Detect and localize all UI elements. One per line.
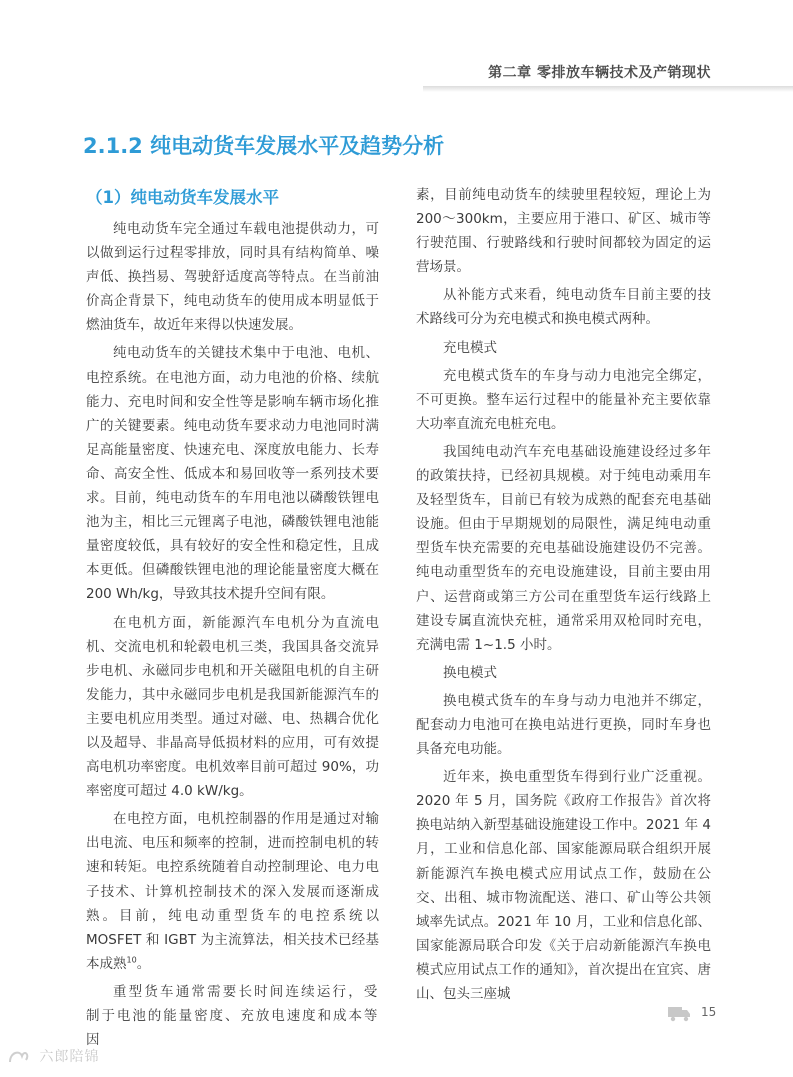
watermark (8, 1046, 99, 1066)
watermark-text: 六郎陪锦 (39, 1049, 100, 1065)
paragraph: 在电机方面，新能源汽车电机分为直流电机、交流电机和轮毂电机三类，我国具备交流异步电机、永磁同步电机和开关磁阻电机的自主研发能力，其中永磁同步电机是我国新能源汽车的主要电机应用类型。通过对磁、电、热耦合优化以及超导、非晶高导低损材料的应用，可有效提高电机功率密度。电机效率目前可超过 90%，功率密度可超过 4.0 kW/kg。 (86, 614, 379, 800)
right-column (416, 183, 711, 1006)
paragraph: 换电模式货车的车身与动力电池并不绑定，配套动力电池可在换电站进行更换，同时车身也具备充电功能。 (416, 692, 711, 758)
paragraph: 纯电动货车完全通过车载电池提供动力，可以做到运行过程零排放，同时具有结构简单、噪声低、换挡易、驾驶舒适度高等特点。在当前油价高企背景下，纯电动货车的使用成本明显低于燃油货车，故近年来得以快速发展。 (86, 221, 379, 334)
paragraph: 我国纯电动汽车充电基础设施建设经过多年的政策扶持，已经初具规模。对于纯电动乘用车及轻型货车，目前已有较为成熟的配套充电基础设施。但由于早期规划的局限性，满足纯电动重型货车快充需要的充电基础设施建设仍不完善。纯电动重型货车的充电设施建设，目前主要由用户、运营商或第三方公司在重型货车运行线路上建设专属直流快充桩，通常采用双枪同时充电，充满电需 1~1.5 小时。 (416, 443, 711, 653)
paragraph: 在电控方面，电机控制器的作用是通过对输出电流、电压和频率的控制，进而控制电机的转速和转矩。电控系统随着自动控制理论、电力电子技术、计算机控制技术的深入发展而逐渐成熟。目前，纯电动重型货车的电控系统以 MOSFET 和 IGBT 为主流算法，相关技术已经基本成熟$^{10}$。 (86, 811, 379, 972)
heading-swap-mode: 换电模式 (443, 664, 497, 681)
paragraph: 纯电动货车的关键技术集中于电池、电机、电控系统。在电池方面，动力电池的价格、续航能力、充电时间和安全性等是影响车辆市场化推广的关键要素。纯电动货车要求动力电池同时满足高能量密度、快速充电、深度放电能力、长寿命、高安全性、低成本和易回收等一系列技术要求。目前，纯电动货车的车用电池以磷酸铁锂电池为主，相比三元锂离子电池，磷酸铁锂电池能量密度较低，具有较好的安全性和稳定性，且成本更低。但磷酸铁锂电池的理论能量密度大概在 200 Wh/kg，导致其技术提升空间有限。 (86, 345, 379, 603)
watermark-logo-icon (8, 1048, 30, 1066)
paragraph: 素，目前纯电动货车的续驶里程较短，理论上为 200～300km，主要应用于港口、矿区、城市等行驶范围、行驶路线和行驶时间都较为固定的运营场景。 (416, 187, 711, 276)
heading-charging-mode: 充电模式 (443, 339, 497, 356)
paragraph: 从补能方式来看，纯电动货车目前主要的技术路线可分为充电模式和换电模式两种。 (416, 287, 711, 328)
section-title: 2.1.2 纯电动货车发展水平及趋势分析 (83, 134, 445, 158)
paragraph: 近年来，换电重型货车得到行业广泛重视。2020 年 5 月，国务院《政府工作报告》首次将换电站纳入新型基础设施建设工作中。2021 年 4 月，工业和信息化部、国家能源局联合组织开展新能源汽车换电模式应用试点工作，鼓励在公交、出租、城市物流配送、港口、矿山等公共领域率先试点。2021 年 10 月，工业和信息化部、国家能源局联合印发《关于启动新能源汽车换电模式应用试点工作的通知》，首次提出在宜宾、唐山、包头三座城 (416, 769, 711, 1002)
paragraph-text: 在电控方面，电机控制器的作用是通过对输出电流、电压和频率的控制，进而控制电机的转速和转矩。电控系统随着自动控制理论、电力电子技术、计算机控制技术的深入发展而逐渐成熟。目前，纯电动重型货车的电控系统以 MOSFET 和 IGBT 为主流算法，相关技术已经基本成熟 (86, 811, 379, 972)
subsection-title: （1）纯电动货车发展水平 (86, 188, 279, 207)
truck-icon (668, 1004, 690, 1022)
header-shadow (423, 86, 793, 92)
footnote-reference[interactable]: 10 (126, 955, 137, 965)
paragraph: 重型货车通常需要长时间连续运行，受制于电池的能量密度、充放电速度和成本等因 (86, 983, 379, 1049)
left-column (86, 217, 379, 1052)
page-number: 15 (701, 1005, 717, 1019)
chapter-title: 第二章 零排放车辆技术及产销现状 (488, 65, 711, 81)
paragraph: 充电模式货车的车身与动力电池完全绑定，不可更换。整车运行过程中的能量补充主要依靠大功率直流充电桩充电。 (416, 367, 711, 432)
